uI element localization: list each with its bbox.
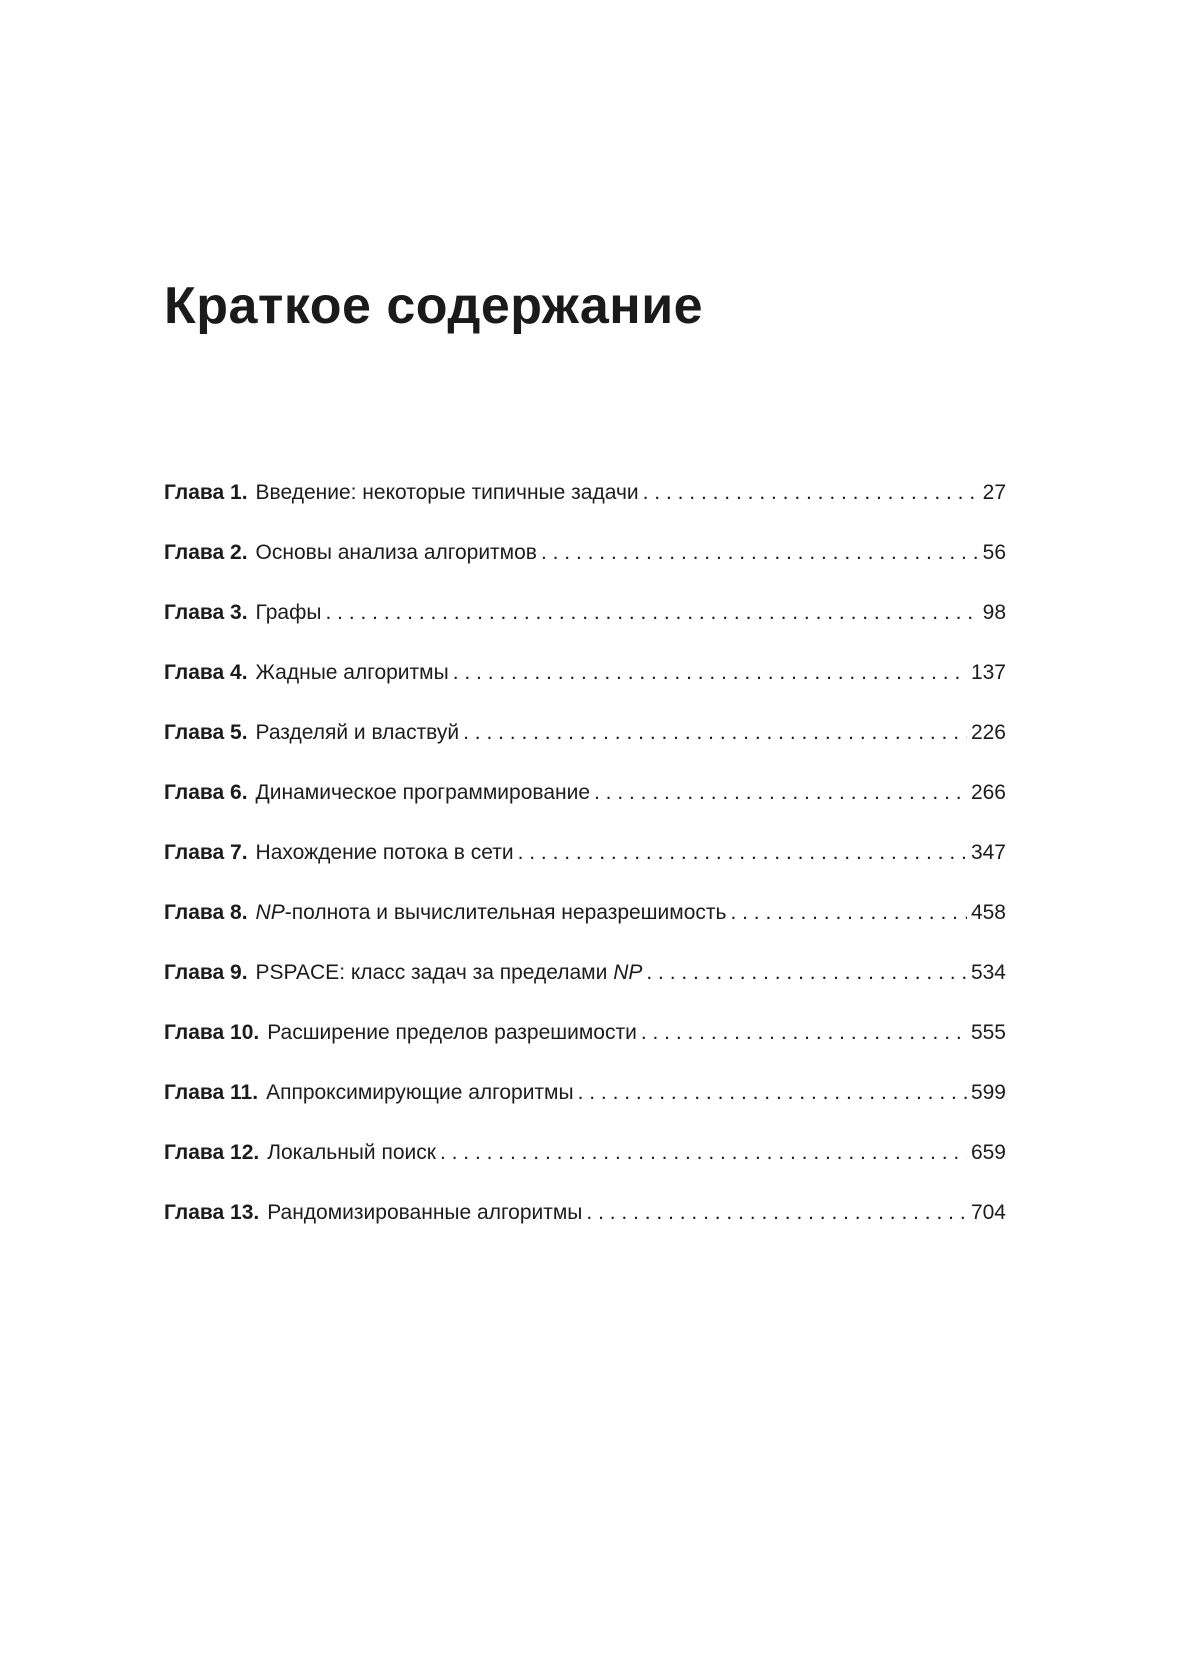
chapter-title [259,1202,582,1223]
page-number: 98 [982,601,1006,624]
chapter-title-part: PSPACE: класс задач за пределами [255,961,614,984]
dot-leader [325,602,978,623]
chapter-title [248,842,514,863]
chapter-title-part: Введение: некоторые типичные задачи [255,481,639,504]
chapter-title-part: Локальный поиск [267,1141,436,1164]
chapter-label: Глава 10. [164,1021,260,1044]
toc-entry[interactable] [164,1082,1006,1142]
page-title: Краткое содержание [164,277,704,335]
chapter-title [248,962,643,983]
chapter-title-italic-part: NP [255,901,285,924]
page-number: 704 [970,1201,1006,1224]
page-number: 458 [970,901,1006,924]
toc-entry[interactable] [164,482,1006,542]
chapter-title [259,1022,637,1043]
chapter-label: Глава 8. [164,901,248,924]
chapter-title [248,722,460,743]
chapter-title [248,602,322,623]
chapter-title-part: Жадные алгоритмы [255,661,449,684]
dot-leader [518,842,967,863]
dot-leader [643,482,979,503]
chapter-title-part: -полнота и вычислительная неразрешимость [284,901,727,924]
dot-leader [463,722,967,743]
dot-leader [453,662,967,683]
chapter-title [248,542,537,563]
chapter-title-part: Аппроксимирующие алгоритмы [266,1081,574,1104]
page-number: 56 [982,541,1006,564]
page-number: 555 [970,1021,1006,1044]
chapter-title [248,902,727,923]
toc-entry[interactable] [164,542,1006,602]
toc-entry[interactable] [164,1022,1006,1082]
chapter-title [248,782,590,803]
toc-entry[interactable] [164,962,1006,1022]
toc-entry[interactable] [164,902,1006,962]
chapter-label: Глава 12. [164,1141,260,1164]
page-number: 534 [970,961,1006,984]
chapter-title-italic-part: NP [613,961,643,984]
chapter-label: Глава 4. [164,661,248,684]
chapter-label: Глава 1. [164,481,248,504]
chapter-title-part: Динамическое программирование [255,781,590,804]
chapter-title [248,662,449,683]
chapter-title-part: Рандомизированные алгоритмы [267,1201,583,1224]
toc-entry[interactable] [164,722,1006,782]
chapter-label: Глава 5. [164,721,248,744]
toc-entry[interactable] [164,842,1006,902]
chapter-title-part: Расширение пределов разрешимости [267,1021,637,1044]
chapter-label: Глава 6. [164,781,248,804]
chapter-label: Глава 9. [164,961,248,984]
toc-entry[interactable] [164,1202,1006,1262]
dot-leader [541,542,979,563]
toc-entry[interactable] [164,602,1006,662]
table-of-contents [164,482,1006,1262]
chapter-label: Глава 2. [164,541,248,564]
page-number: 27 [982,481,1006,504]
chapter-title-part: Разделяй и властвуй [255,721,460,744]
toc-entry[interactable] [164,1142,1006,1202]
chapter-title [248,482,639,503]
dot-leader [646,962,967,983]
dot-leader [594,782,967,803]
chapter-title [258,1082,574,1103]
chapter-label: Глава 7. [164,841,248,864]
toc-entry[interactable] [164,662,1006,722]
page-number: 266 [970,781,1006,804]
chapter-title [259,1142,436,1163]
dot-leader [440,1142,967,1163]
dot-leader [586,1202,967,1223]
dot-leader [578,1082,967,1103]
chapter-title-part: Основы анализа алгоритмов [255,541,537,564]
page-number: 226 [970,721,1006,744]
chapter-label: Глава 11. [164,1081,259,1104]
page-number: 659 [970,1141,1006,1164]
chapter-label: Глава 3. [164,601,248,624]
page-number: 137 [970,661,1006,684]
toc-entry[interactable] [164,782,1006,842]
chapter-title-part: Нахождение потока в сети [255,841,514,864]
chapter-title-part: Графы [255,601,322,624]
dot-leader [641,1022,967,1043]
dot-leader [730,902,967,923]
page-number: 599 [970,1081,1006,1104]
page-number: 347 [970,841,1006,864]
chapter-label: Глава 13. [164,1201,260,1224]
